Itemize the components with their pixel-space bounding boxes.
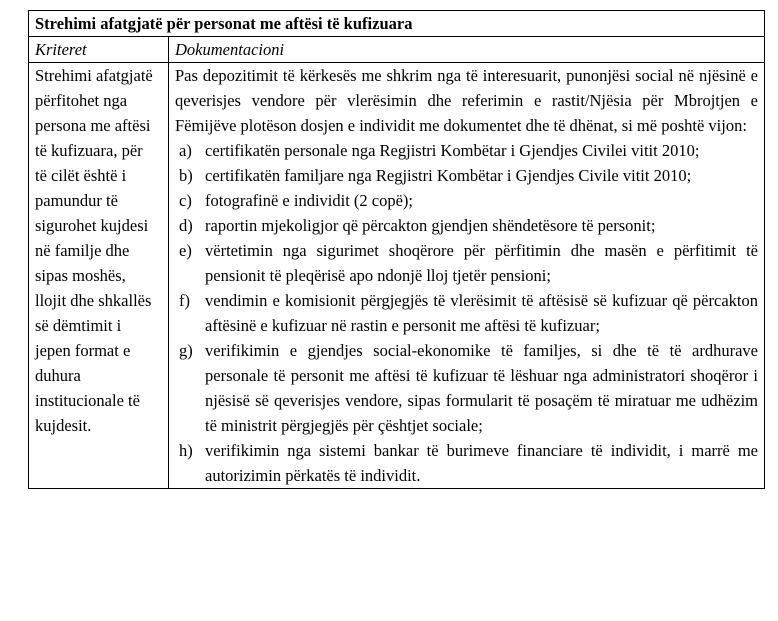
list-item-text: vendimin e komisionit përgjegjës të vlerësimit të aftësisë së kufizuar që përcakton aftësinë e kufizuar në rastin e personit me aftësi të kufizuar; — [205, 291, 758, 335]
documentation-header: Dokumentacioni — [169, 37, 765, 63]
list-marker: c) — [179, 191, 192, 210]
list-item-text: raportin mjekoligjor që përcakton gjendjen shëndetësore të personit; — [205, 216, 656, 235]
list-item — [175, 238, 758, 288]
list-marker: d) — [179, 216, 193, 235]
list-item — [175, 438, 758, 488]
documentation-table — [28, 10, 765, 489]
table-title: Strehimi afatgjatë për personat me aftësi të kufizuara — [29, 11, 765, 37]
header-row — [29, 37, 765, 63]
list-item — [175, 288, 758, 338]
title-row — [29, 11, 765, 37]
list-item-text: verifikimin e gjendjes social-ekonomike të familjes, si dhe të të ardhurave personale të personit me aftësi të kufizuar të lëshuar nga administratori shoqëror i njësisë së qeverisjes vendore, sipas formularit të posaçëm të miratuar me udhëzim të ministrit përgjegjës për çështjet sociale; — [205, 341, 758, 435]
list-item — [175, 138, 758, 163]
criteria-header: Kriteret — [29, 37, 169, 63]
list-marker: g) — [179, 341, 193, 360]
list-item — [175, 213, 758, 238]
list-marker: e) — [179, 241, 192, 260]
list-item — [175, 163, 758, 188]
list-item — [175, 338, 758, 438]
list-item-text: fotografinë e individit (2 copë); — [205, 191, 414, 210]
list-item-text: certifikatën personale nga Regjistri Kombëtar i Gjendjes Civilei vitit 2010; — [205, 141, 700, 160]
documents-list — [175, 138, 758, 488]
list-item — [175, 188, 758, 213]
list-marker: a) — [179, 141, 192, 160]
documentation-cell — [169, 63, 765, 489]
list-marker: f) — [179, 291, 190, 310]
list-item-text: certifikatën familjare nga Regjistri Kombëtar i Gjendjes Civile vitit 2010; — [205, 166, 692, 185]
criteria-cell: Strehimi afatgjatë përfitohet nga persona me aftësi të kufizuara, për të cilët është i pamundur të sigurohet kujdesi në familje dhe sipas moshës, llojit dhe shkallës së dëmtimit i jepen format e duhura institucionale të kujdesit. — [29, 63, 169, 489]
list-marker: b) — [179, 166, 193, 185]
content-row — [29, 63, 765, 489]
list-item-text: verifikimin nga sistemi bankar të burimeve financiare të individit, i marrë me autorizimin përkatës të individit. — [205, 441, 758, 485]
documentation-intro: Pas depozitimit të kërkesës me shkrim nga të interesuarit, punonjësi social në njësinë e qeverisjes vendore për vlerësimin dhe referimin e rastit/Njësia për Mbrojtjen e Fëmijëve plotëson dosjen e individit me dokumentet dhe të dhënat, si më poshtë vijon: — [175, 66, 758, 135]
list-item-text: vërtetimin nga sigurimet shoqërore për përfitimin dhe masën e përfitimit të pensionit të pleqërisë apo ndonjë lloj tjetër pensioni; — [205, 241, 758, 285]
list-marker: h) — [179, 441, 193, 460]
